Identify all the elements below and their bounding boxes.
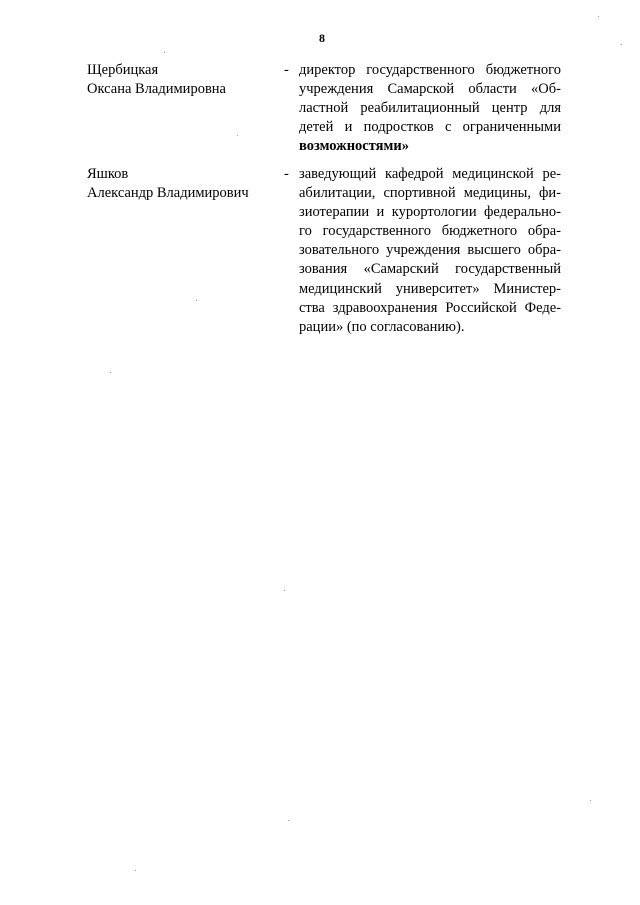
dash-separator: - [284,62,289,78]
position-line: зования «Самарский государственный [299,261,561,278]
page-number: 8 [319,31,325,45]
position-line: ластной реабилитационный центр для [299,100,561,117]
member-name [87,61,272,99]
position-line: заведующий кафедрой медицинской ре- [299,166,561,182]
scan-speck [590,800,591,801]
position-line: возможностями» [299,138,409,155]
position-line: зиотерапии и курортологии федерально- [299,204,561,221]
position-line: учреждения Самарской области «Об- [299,81,561,98]
scan-speck [196,300,197,301]
scan-speck [237,135,238,136]
surname: Яшков [87,166,129,182]
position-line: абилитации, спортивной медицины, фи- [299,185,561,202]
position-line: рации» (по согласованию). [299,318,465,335]
first-and-patronymic: Александр Владимирович [87,185,249,201]
position-line: детей и подростков с ограниченными [299,119,561,136]
position-line: го государственного бюджетного обра- [299,223,561,240]
scan-speck [284,590,285,591]
member-position [299,165,561,337]
surname: Щербицкая [87,62,159,78]
scan-speck [288,820,289,821]
position-line: медицинский университет» Министер- [299,280,561,297]
member-position [299,61,561,156]
dash-separator: - [284,166,289,182]
scan-speck [164,52,165,53]
position-line: ства здравоохранения Российской Феде- [299,299,561,316]
scan-speck [621,44,622,45]
member-name [87,165,272,203]
position-line: директор государственного бюджетного [299,62,561,78]
position-line: зовательного учреждения высшего обра- [299,242,561,259]
scan-speck [135,870,136,871]
scan-speck [110,372,111,373]
scan-speck [598,16,599,17]
first-and-patronymic: Оксана Владимировна [87,81,226,97]
